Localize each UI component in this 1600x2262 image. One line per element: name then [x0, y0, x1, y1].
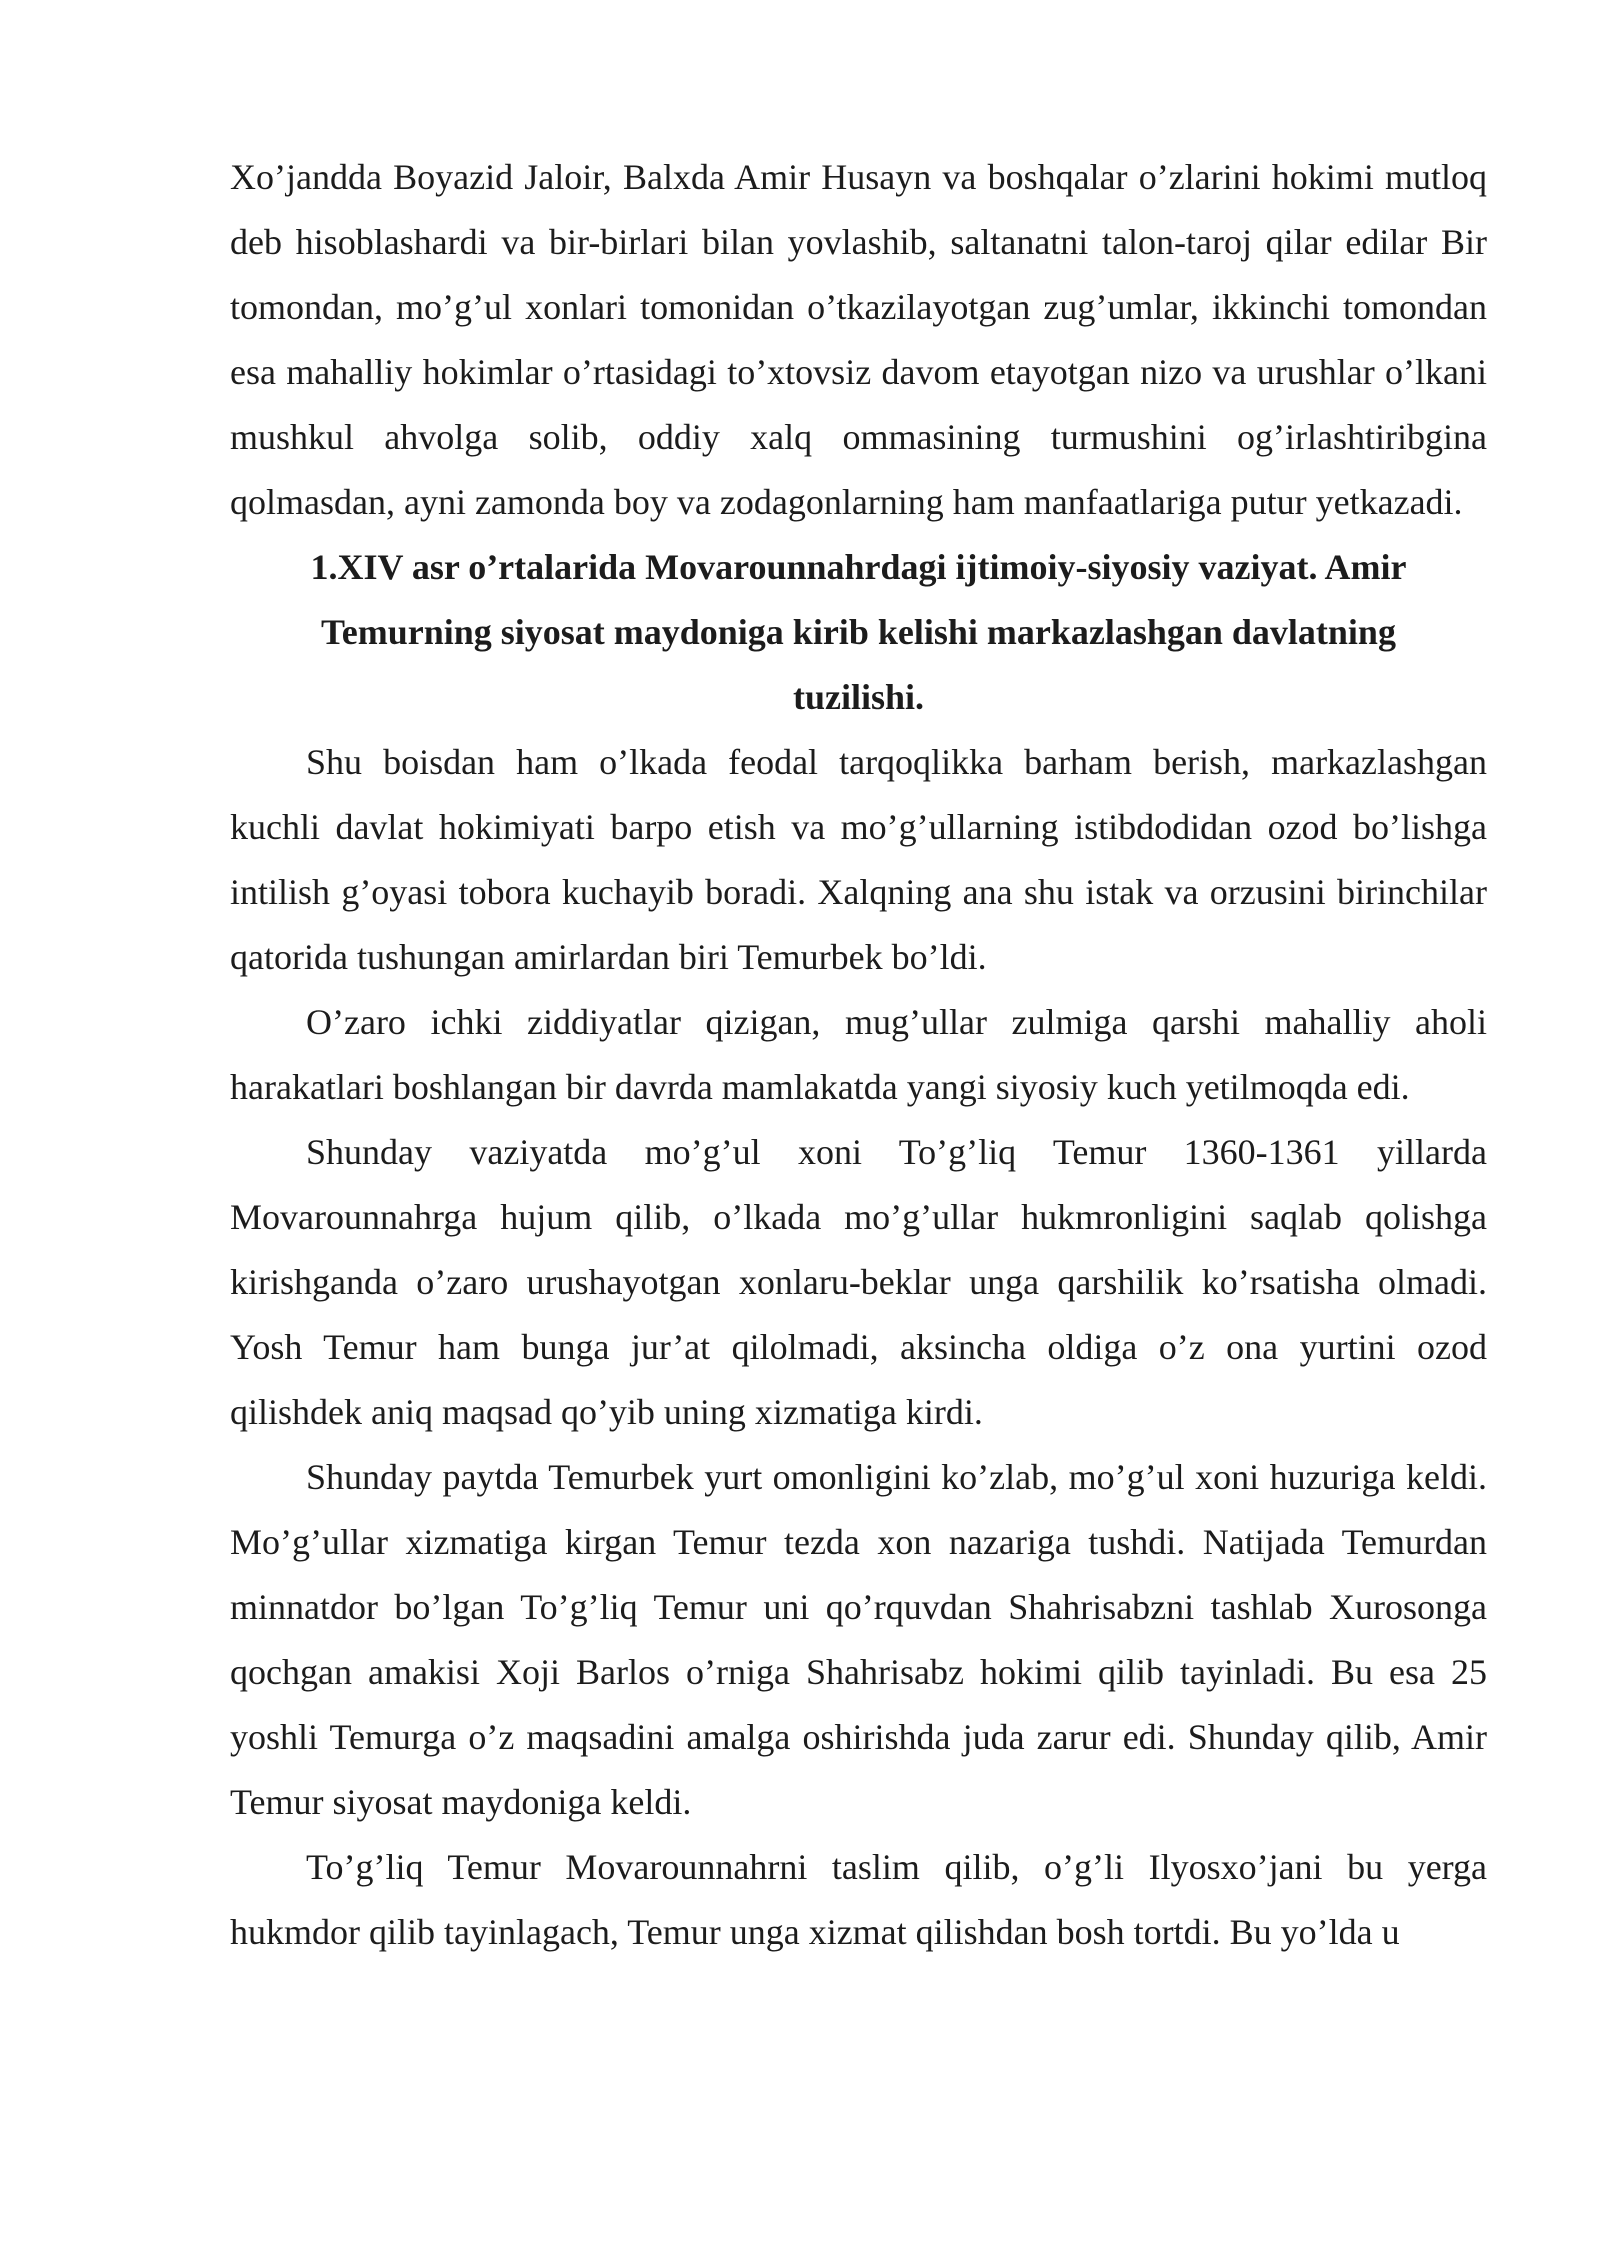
body-paragraph: O’zaro ichki ziddiyatlar qizigan, mug’ullar zulmiga qarshi mahalliy aholi harakatlari boshlangan bir davrda mamlakatda yangi siyosiy kuch yetilmoqda edi. [230, 1002, 1487, 1107]
intro-paragraph: Xo’jandda Boyazid Jaloir, Balxda Amir Husayn va boshqalar o’zlarini hokimi mutloq deb hisoblashardi va bir-birlari bilan yovlashib, saltanatni talon-taroj qilar edilar Bir tomondan, mo’g’ul xonlari tomonidan o’tkazilayotgan zug’umlar, ikkinchi tomondan esa mahalliy hokimlar o’rtasidagi to’xtovsiz davom etayotgan nizo va urushlar o’lkani mushkul ahvolga solib, oddiy xalq ommasining turmushini og’irlashtiribgina qolmasdan, ayni zamonda boy va zodagonlarning ham manfaatlariga putur yetkazadi. [230, 157, 1487, 522]
body-paragraph: Shu boisdan ham o’lkada feodal tarqoqlikka barham berish, markazlashgan kuchli davlat hokimiyati barpo etish va mo’g’ullarning istibdodidan ozod bo’lishga intilish g’oyasi tobora kuchayib boradi. Xalqning ana shu istak va orzusini birinchilar qatorida tushungan amirlardan biri Temurbek bo’ldi. [230, 742, 1487, 977]
section-heading: 1.XIV asr o’rtalarida Movarounnahrdagi ijtimoiy-siyosiy vaziyat. Amir Temurning siyosat maydoniga kirib kelishi markazlashgan davlatning tuzilishi. [310, 547, 1407, 717]
body-paragraph: To’g’liq Temur Movarounnahrni taslim qilib, o’g’li Ilyosxo’jani bu yerga hukmdor qilib tayinlagach, Temur unga xizmat qilishdan bosh tortdi. Bu yo’lda u [230, 1847, 1487, 1952]
body-paragraph: Shunday vaziyatda mo’g’ul xoni To’g’liq Temur 1360-1361 yillarda Movarounnahrga hujum qilib, o’lkada mo’g’ullar hukmronligini saqlab qolishga kirishganda o’zaro urushayotgan xonlaru-beklar unga qarshilik ko’rsatisha olmadi. Yosh Temur ham bunga jur’at qilolmadi, aksincha oldiga o’z ona yurtini ozod qilishdek aniq maqsad qo’yib uning xizmatiga kirdi. [230, 1132, 1487, 1432]
body-paragraph: Shunday paytda Temurbek yurt omonligini ko’zlab, mo’g’ul xoni huzuriga keldi. Mo’g’ullar xizmatiga kirgan Temur tezda xon nazariga tushdi. Natijada Temurdan minnatdor bo’lgan To’g’liq Temur uni qo’rquvdan Shahrisabzni tashlab Xurosonga qochgan amakisi Xoji Barlos o’rniga Shahrisabz hokimi qilib tayinladi. Bu esa 25 yoshli Temurga o’z maqsadini amalga oshirishda juda zarur edi. Shunday qilib, Amir Temur siyosat maydoniga keldi. [230, 1457, 1487, 1822]
document-page [230, 145, 1487, 1965]
